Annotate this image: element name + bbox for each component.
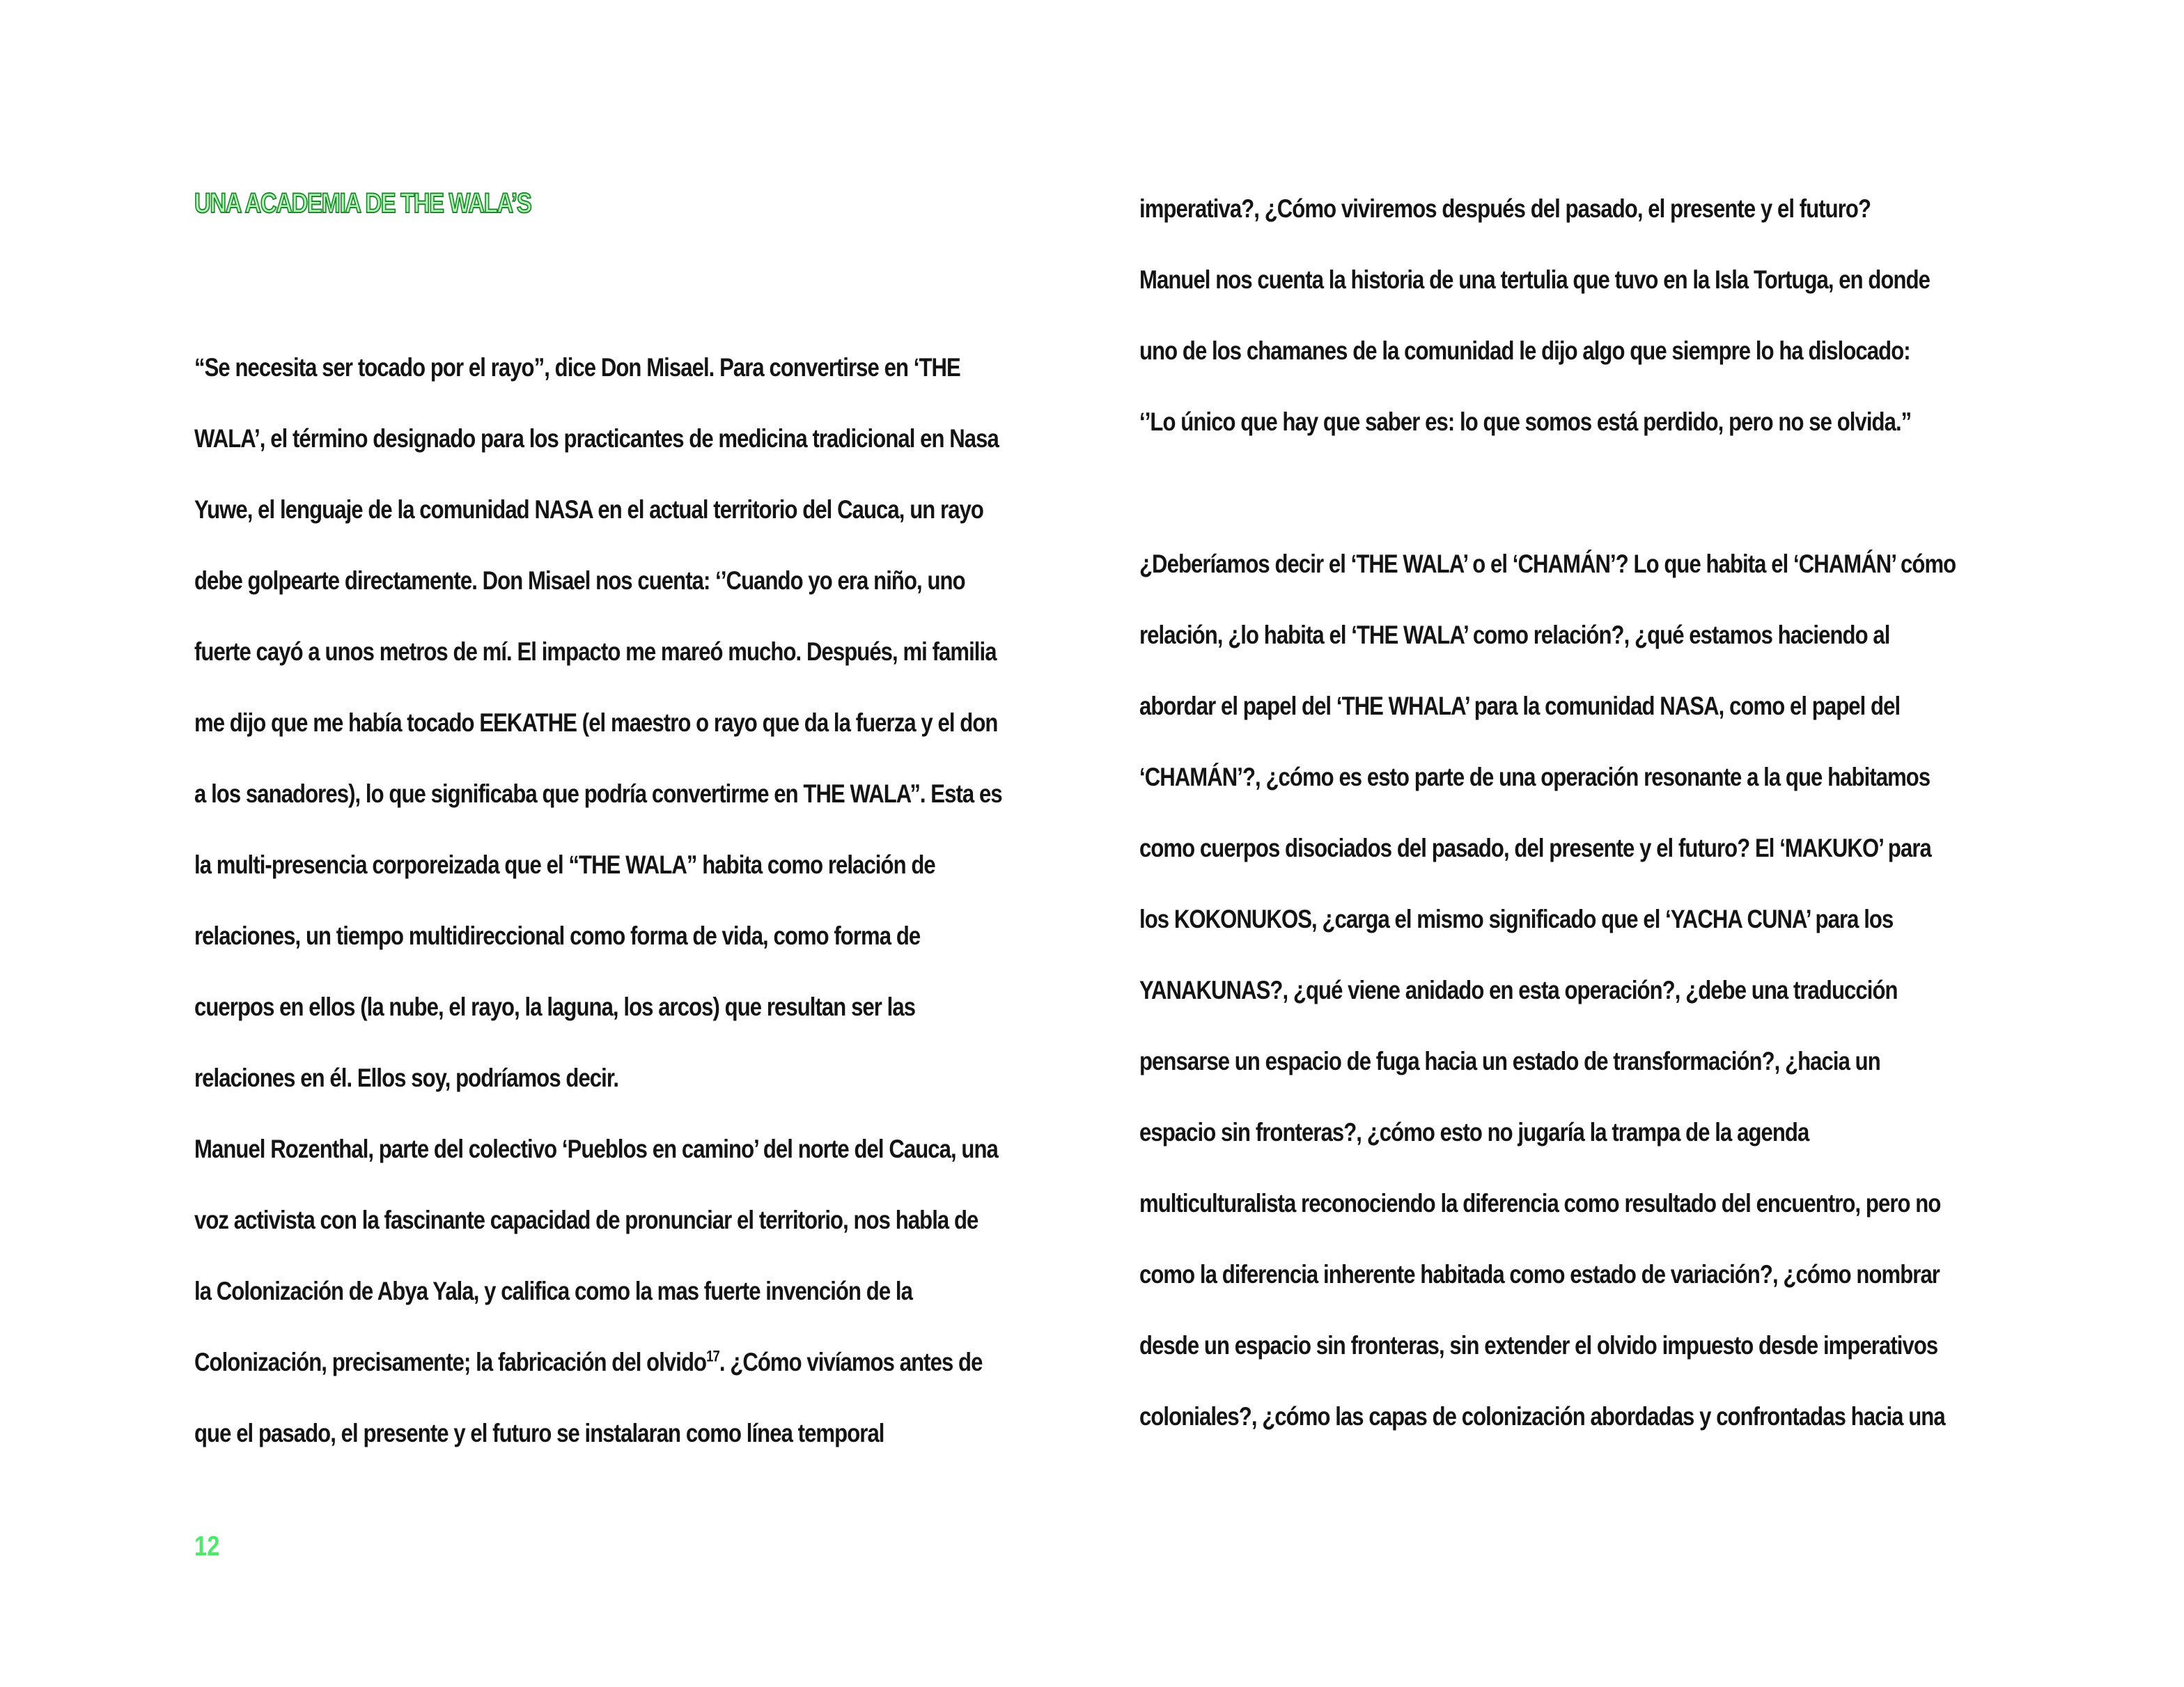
right-column-continued <box>1139 529 2010 1452</box>
text-line: relaciones en él. Ellos soy, podríamos decir. <box>194 1064 619 1092</box>
text-line: que el pasado, el presente y el futuro se instalaran como línea temporal <box>194 1419 884 1447</box>
text-line: relación, ¿lo habita el ‘THE WALA’ como relación?, ¿qué estamos haciendo al <box>1139 621 1890 649</box>
text-line: la Colonización de Abya Yala, y califica como la mas fuerte invención de la <box>194 1277 912 1305</box>
text-line-with-footnote <box>194 1327 1065 1398</box>
text-line: debe golpearte directamente. Don Misael nos cuenta: ‘’Cuando yo era niño, uno <box>194 566 965 595</box>
text-fragment: Colonización, precisamente; la fabricación del olvido <box>194 1348 707 1376</box>
text-line: Manuel Rozenthal, parte del colectivo ‘Pueblos en camino’ del norte del Cauca, una <box>194 1135 998 1163</box>
text-line: me dijo que me había tocado EEKATHE (el maestro o rayo que da la fuerza y el don <box>194 708 998 737</box>
text-line: voz activista con la fascinante capacidad de pronunciar el territorio, nos habla de <box>194 1206 978 1234</box>
text-line: la multi-presencia corporeizada que el “THE WALA” habita como relación de <box>194 850 935 879</box>
text-fragment: . ¿Cómo vivíamos antes de <box>719 1348 983 1376</box>
right-column <box>1139 173 2010 458</box>
text-line: ‘CHAMÁN’?, ¿cómo es esto parte de una operación resonante a la que habitamos <box>1139 763 1930 791</box>
text-line: cuerpos en ellos (la nube, el rayo, la laguna, los arcos) que resultan ser las <box>194 993 916 1021</box>
text-line: relaciones, un tiempo multidireccional como forma de vida, como forma de <box>194 922 921 950</box>
right-paragraph-1 <box>1139 173 2010 458</box>
text-line: YANAKUNAS?, ¿qué viene anidado en esta operación?, ¿debe una traducción <box>1139 976 1898 1004</box>
footnote-reference[interactable]: 17 <box>706 1347 719 1365</box>
text-line: ‘’Lo único que hay que saber es: lo que somos está perdido, pero no se olvida.” <box>1139 407 1912 436</box>
right-paragraph-2 <box>1139 529 2010 1452</box>
text-line: uno de los chamanes de la comunidad le dijo algo que siempre lo ha dislocado: <box>1139 336 1910 365</box>
text-line: como la diferencia inherente habitada como estado de variación?, ¿cómo nombrar <box>1139 1260 1940 1289</box>
left-column <box>194 332 1065 1469</box>
text-line: abordar el papel del ‘THE WHALA’ para la comunidad NASA, como el papel del <box>1139 692 1901 720</box>
text-line: ¿Deberíamos decir el ‘THE WALA’ o el ‘CHAMÁN’? Lo que habita el ‘CHAMÁN’ cómo <box>1139 550 1956 578</box>
section-heading: UNA ACADEMIA DE THE WALA’S <box>194 188 531 219</box>
page-number: 12 <box>194 1531 220 1562</box>
text-line: los KOKONUKOS, ¿carga el mismo significado que el ‘YACHA CUNA’ para los <box>1139 905 1894 933</box>
text-line: Yuwe, el lenguaje de la comunidad NASA en el actual territorio del Cauca, un rayo <box>194 495 983 524</box>
text-line: “Se necesita ser tocado por el rayo”, dice Don Misael. Para convertirse en ‘THE <box>194 353 960 382</box>
text-line: imperativa?, ¿Cómo viviremos después del pasado, el presente y el futuro? <box>1139 194 1871 223</box>
text-line: multiculturalista reconociendo la diferencia como resultado del encuentro, pero no <box>1139 1189 1941 1218</box>
text-line: WALA’, el término designado para los practicantes de medicina tradicional en Nasa <box>194 424 999 453</box>
text-line: fuerte cayó a unos metros de mí. El impacto me mareó mucho. Después, mi familia <box>194 637 997 666</box>
text-line: coloniales?, ¿cómo las capas de colonización abordadas y confrontadas hacia una <box>1139 1402 1945 1431</box>
text-line: pensarse un espacio de fuga hacia un estado de transformación?, ¿hacia un <box>1139 1047 1880 1075</box>
left-paragraph <box>194 332 1065 1469</box>
text-line: espacio sin fronteras?, ¿cómo esto no jugaría la trampa de la agenda <box>1139 1118 1809 1146</box>
text-line: desde un espacio sin fronteras, sin extender el olvido impuesto desde imperativos <box>1139 1331 1938 1360</box>
text-line: Manuel nos cuenta la historia de una tertulia que tuvo en la Isla Tortuga, en donde <box>1139 265 1930 294</box>
text-line: como cuerpos disociados del pasado, del presente y el futuro? El ‘MAKUKO’ para <box>1139 834 1931 862</box>
text-line: a los sanadores), lo que significaba que podría convertirme en THE WALA’’. Esta es <box>194 779 1002 808</box>
